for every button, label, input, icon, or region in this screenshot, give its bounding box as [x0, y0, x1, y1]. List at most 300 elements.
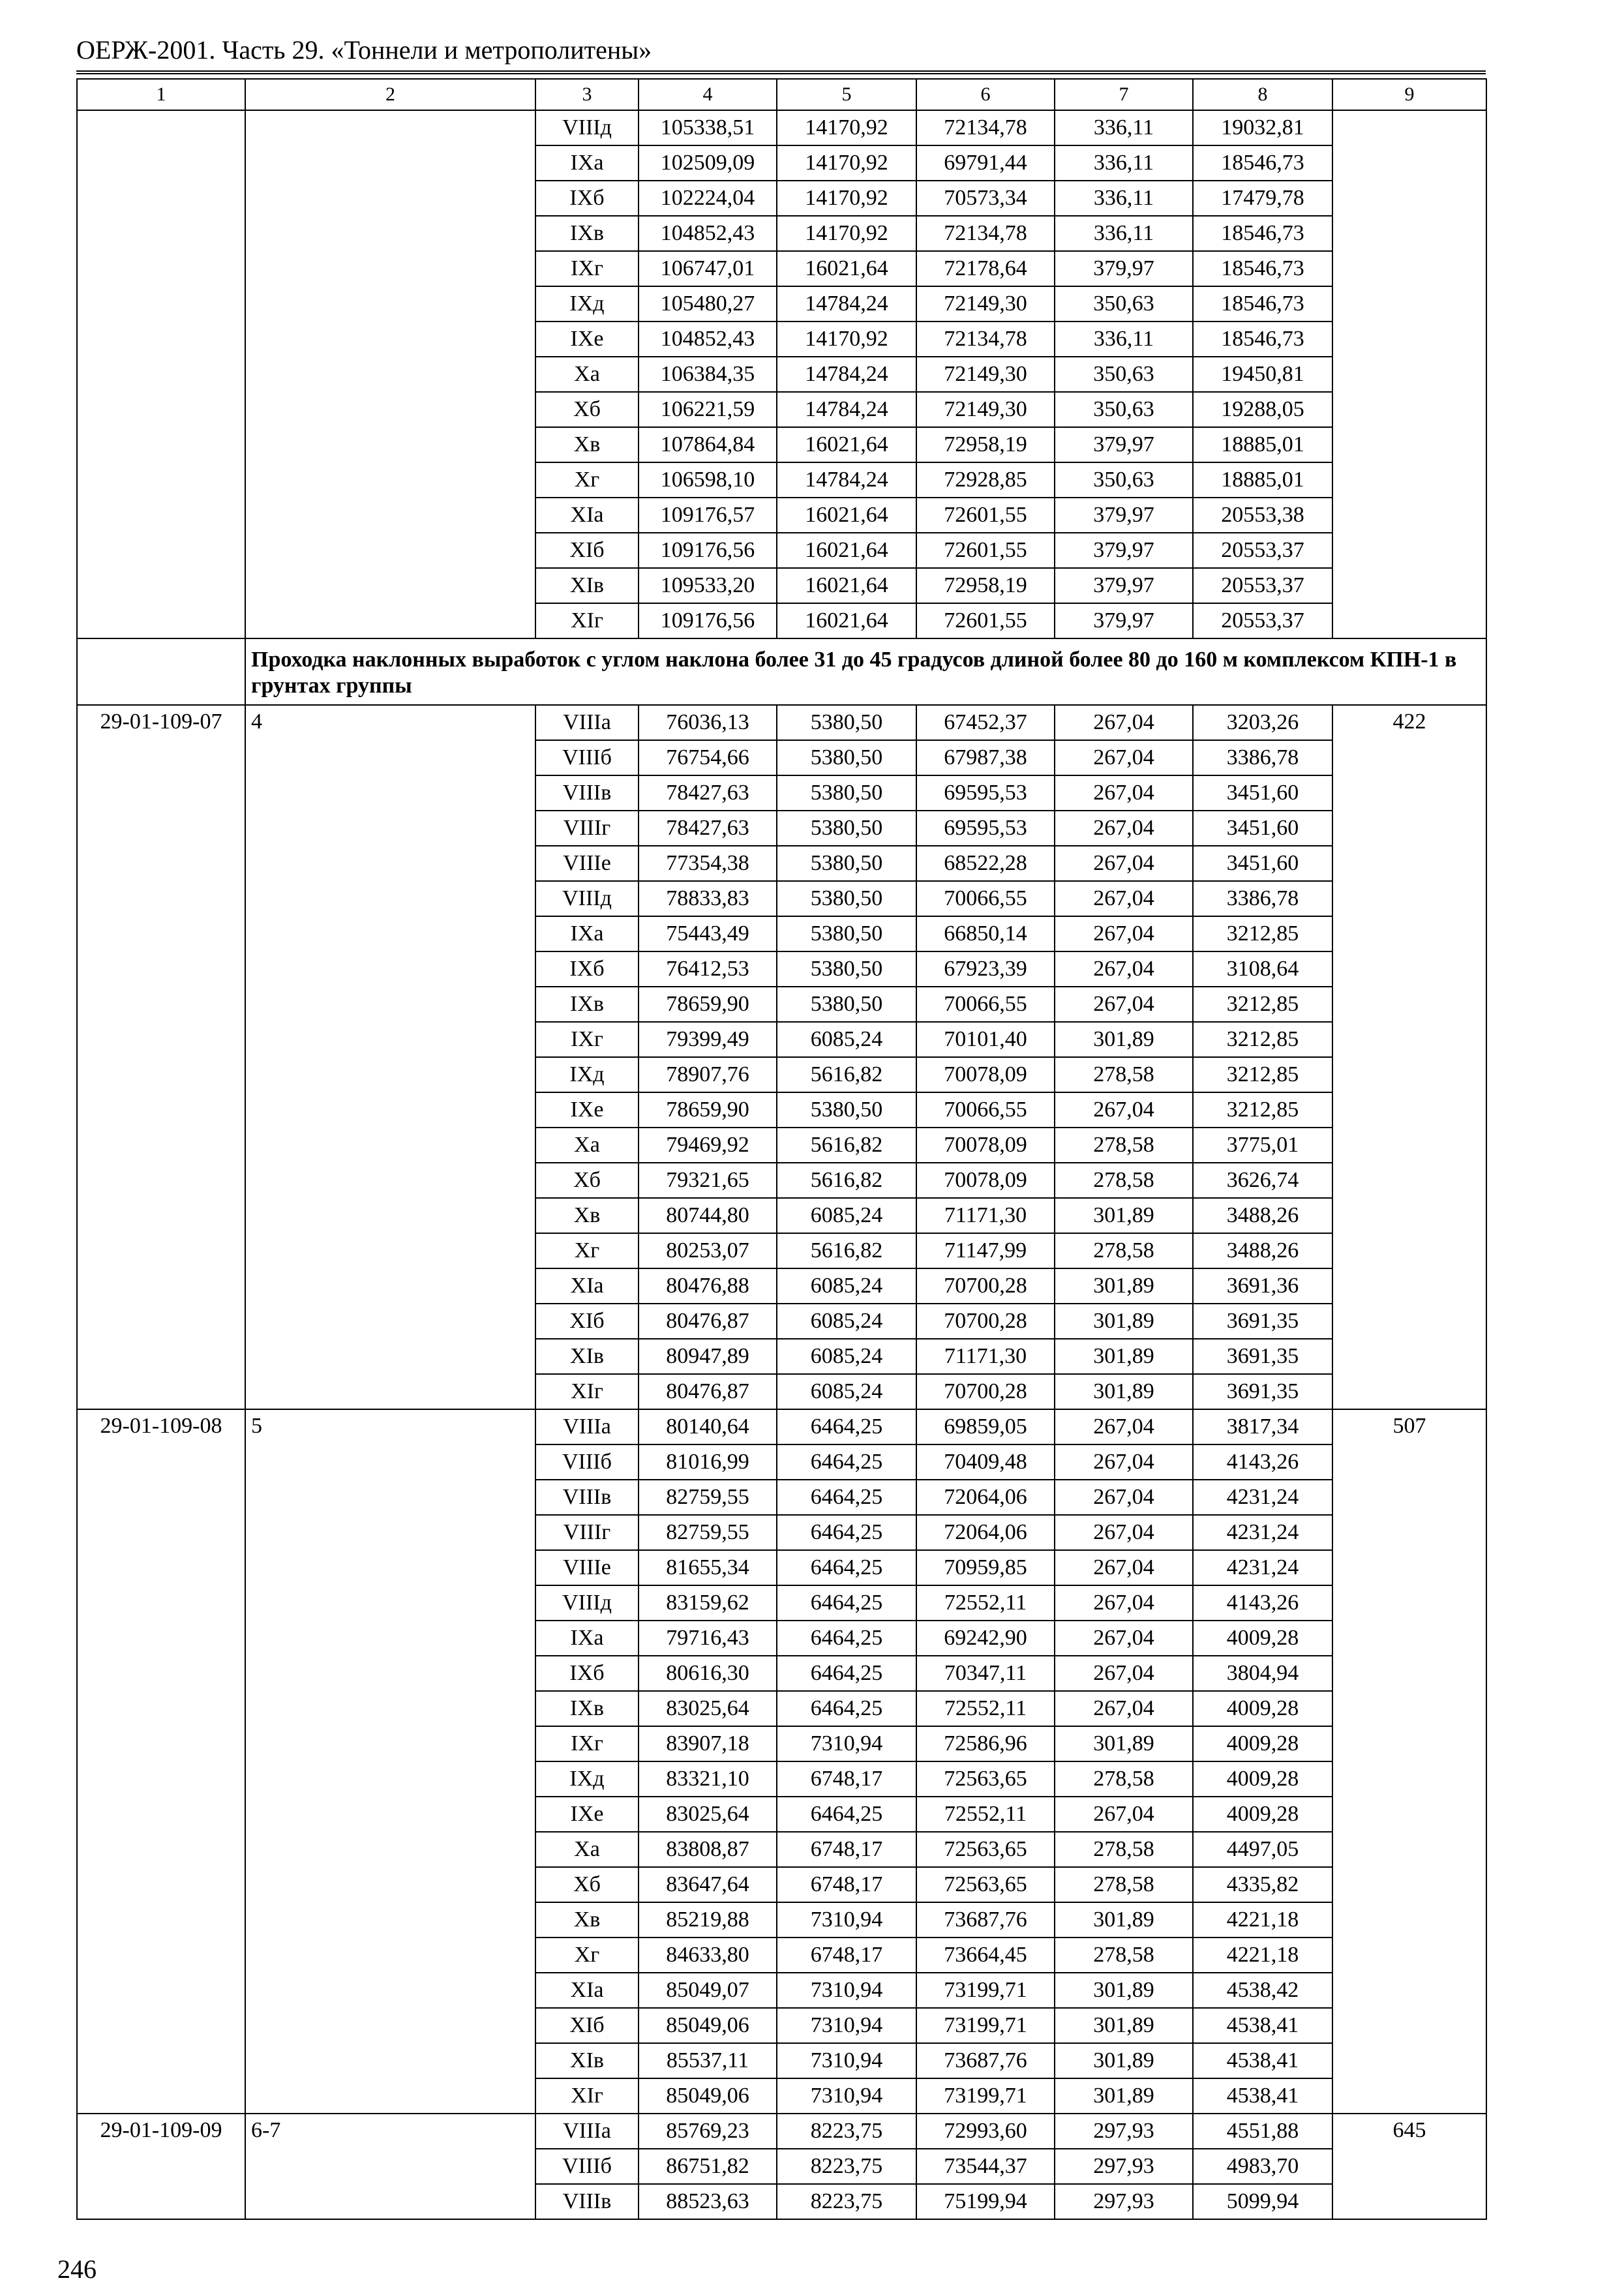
value-cell: 267,04 [1055, 740, 1193, 775]
value-cell: 379,97 [1055, 427, 1193, 462]
value-cell: 267,04 [1055, 775, 1193, 811]
value-cell: 80253,07 [639, 1233, 777, 1268]
value-cell: 5616,82 [777, 1057, 916, 1092]
table-row [77, 705, 1486, 740]
category-cell: XIг [535, 603, 639, 638]
value-cell: 14170,92 [777, 145, 916, 181]
value-cell: 14784,24 [777, 286, 916, 322]
value-cell: 6464,25 [777, 1480, 916, 1515]
value-cell: 5099,94 [1193, 2184, 1332, 2219]
value-cell: 5380,50 [777, 881, 916, 916]
value-cell: 67987,38 [916, 740, 1055, 775]
category-cell: IXе [535, 1797, 639, 1832]
table-row [77, 2114, 1486, 2149]
value-cell: 8223,75 [777, 2114, 916, 2149]
category-cell: IXб [535, 951, 639, 987]
value-cell: 4009,28 [1193, 1621, 1332, 1656]
value-cell: 278,58 [1055, 1832, 1193, 1867]
value-cell: 71171,30 [916, 1198, 1055, 1233]
value-cell: 78907,76 [639, 1057, 777, 1092]
column-header-row [77, 79, 1486, 110]
value-cell: 18546,73 [1193, 322, 1332, 357]
value-cell: 14784,24 [777, 392, 916, 427]
value-cell: 73199,71 [916, 2008, 1055, 2043]
value-cell: 267,04 [1055, 881, 1193, 916]
value-cell: 83025,64 [639, 1797, 777, 1832]
value-cell: 86751,82 [639, 2149, 777, 2184]
value-cell: 6464,25 [777, 1409, 916, 1444]
value-cell: 18885,01 [1193, 427, 1332, 462]
value-cell: 267,04 [1055, 1797, 1193, 1832]
value-cell: 72149,30 [916, 392, 1055, 427]
value-cell: 77354,38 [639, 846, 777, 881]
value-cell: 73664,45 [916, 1937, 1055, 1973]
value-cell: 336,11 [1055, 181, 1193, 216]
value-cell: 20553,37 [1193, 533, 1332, 568]
value-cell: 83025,64 [639, 1691, 777, 1726]
value-cell: 267,04 [1055, 1409, 1193, 1444]
category-cell: VIIIб [535, 1444, 639, 1480]
value-cell: 14170,92 [777, 110, 916, 145]
value-cell: 267,04 [1055, 1585, 1193, 1621]
category-cell: Xб [535, 392, 639, 427]
category-cell: VIIIа [535, 1409, 639, 1444]
value-cell: 301,89 [1055, 1973, 1193, 2008]
value-cell: 83321,10 [639, 1761, 777, 1797]
table-row [77, 110, 1486, 145]
value-cell: 109176,57 [639, 498, 777, 533]
value-cell: 85219,88 [639, 1902, 777, 1937]
value-cell: 73687,76 [916, 1902, 1055, 1937]
category-cell: XIа [535, 1268, 639, 1304]
value-cell: 350,63 [1055, 392, 1193, 427]
value-cell: 3108,64 [1193, 951, 1332, 987]
value-cell: 7310,94 [777, 2078, 916, 2114]
category-cell: Xв [535, 1198, 639, 1233]
value-cell: 4143,26 [1193, 1444, 1332, 1480]
category-cell: Xв [535, 1902, 639, 1937]
value-cell: 278,58 [1055, 1163, 1193, 1198]
value-cell: 297,93 [1055, 2149, 1193, 2184]
value-cell: 82759,55 [639, 1480, 777, 1515]
group-cell: 4 [245, 705, 535, 1409]
value-cell: 104852,43 [639, 322, 777, 357]
value-cell: 301,89 [1055, 1022, 1193, 1057]
value-cell: 78427,63 [639, 811, 777, 846]
value-cell: 301,89 [1055, 1726, 1193, 1761]
value-cell: 85049,06 [639, 2008, 777, 2043]
column-header: 6 [916, 79, 1055, 110]
value-cell: 267,04 [1055, 916, 1193, 951]
value-cell: 72601,55 [916, 603, 1055, 638]
code-cell: 29-01-109-09 [77, 2114, 245, 2219]
value-cell: 70959,85 [916, 1550, 1055, 1585]
value-cell: 4538,41 [1193, 2078, 1332, 2114]
value-cell: 3212,85 [1193, 916, 1332, 951]
value-cell: 4143,26 [1193, 1585, 1332, 1621]
value-cell: 6085,24 [777, 1022, 916, 1057]
group-cell [245, 110, 535, 638]
value-cell: 6748,17 [777, 1832, 916, 1867]
value-cell: 69242,90 [916, 1621, 1055, 1656]
value-cell: 16021,64 [777, 603, 916, 638]
column-header: 9 [1332, 79, 1486, 110]
category-cell: IXа [535, 145, 639, 181]
value-cell: 83647,64 [639, 1867, 777, 1902]
value-cell: 72552,11 [916, 1585, 1055, 1621]
category-cell: VIIIв [535, 2184, 639, 2219]
value-cell: 70700,28 [916, 1268, 1055, 1304]
value-cell: 4231,24 [1193, 1550, 1332, 1585]
value-cell: 16021,64 [777, 251, 916, 286]
value-cell: 68522,28 [916, 846, 1055, 881]
value-cell: 88523,63 [639, 2184, 777, 2219]
value-cell: 336,11 [1055, 145, 1193, 181]
value-cell: 379,97 [1055, 533, 1193, 568]
page-header: ОЕРЖ-2001. Часть 29. «Тоннели и метрополитены» [76, 35, 652, 65]
value-cell: 80140,64 [639, 1409, 777, 1444]
category-cell: Xв [535, 427, 639, 462]
value-cell: 70066,55 [916, 881, 1055, 916]
category-cell: XIб [535, 533, 639, 568]
value-cell: 107864,84 [639, 427, 777, 462]
value-cell: 72149,30 [916, 286, 1055, 322]
category-cell: Xг [535, 462, 639, 498]
value-cell: 72149,30 [916, 357, 1055, 392]
category-cell: VIIIв [535, 1480, 639, 1515]
value-cell: 6464,25 [777, 1515, 916, 1550]
value-cell: 301,89 [1055, 2043, 1193, 2078]
value-cell: 16021,64 [777, 427, 916, 462]
caption-blank-cell [77, 638, 245, 705]
value-cell: 106384,35 [639, 357, 777, 392]
value-cell: 19288,05 [1193, 392, 1332, 427]
value-cell: 80476,88 [639, 1268, 777, 1304]
value-cell: 4009,28 [1193, 1761, 1332, 1797]
value-cell: 16021,64 [777, 533, 916, 568]
value-cell: 70700,28 [916, 1374, 1055, 1409]
value-cell: 3804,94 [1193, 1656, 1332, 1691]
value-cell: 16021,64 [777, 498, 916, 533]
value-cell: 6085,24 [777, 1304, 916, 1339]
value-cell: 73687,76 [916, 2043, 1055, 2078]
value-cell: 18546,73 [1193, 145, 1332, 181]
value-cell: 278,58 [1055, 1867, 1193, 1902]
category-cell: IXв [535, 987, 639, 1022]
value-cell: 102509,09 [639, 145, 777, 181]
value-cell: 79716,43 [639, 1621, 777, 1656]
category-cell: Xа [535, 1128, 639, 1163]
value-cell: 72993,60 [916, 2114, 1055, 2149]
category-cell: XIв [535, 2043, 639, 2078]
value-cell: 69791,44 [916, 145, 1055, 181]
col9-cell: 422 [1332, 705, 1486, 1409]
category-cell: IXг [535, 1726, 639, 1761]
value-cell: 267,04 [1055, 1656, 1193, 1691]
value-cell: 85537,11 [639, 2043, 777, 2078]
value-cell: 5380,50 [777, 811, 916, 846]
value-cell: 7310,94 [777, 2008, 916, 2043]
category-cell: VIIIа [535, 705, 639, 740]
value-cell: 14170,92 [777, 181, 916, 216]
section-caption: Проходка наклонных выработок с углом наклона более 31 до 45 градусов длиной более 80 до 160 м комплексом КПН-1 в грунтах группы [245, 638, 1486, 705]
code-cell [77, 110, 245, 638]
value-cell: 6464,25 [777, 1797, 916, 1832]
value-cell: 75443,49 [639, 916, 777, 951]
value-cell: 6464,25 [777, 1444, 916, 1480]
value-cell: 18885,01 [1193, 462, 1332, 498]
column-header: 5 [777, 79, 916, 110]
column-header: 7 [1055, 79, 1193, 110]
value-cell: 3212,85 [1193, 1057, 1332, 1092]
value-cell: 6085,24 [777, 1268, 916, 1304]
value-cell: 109176,56 [639, 603, 777, 638]
value-cell: 3212,85 [1193, 987, 1332, 1022]
value-cell: 6464,25 [777, 1691, 916, 1726]
value-cell: 104852,43 [639, 216, 777, 251]
value-cell: 6085,24 [777, 1339, 916, 1374]
value-cell: 3203,26 [1193, 705, 1332, 740]
value-cell: 71147,99 [916, 1233, 1055, 1268]
value-cell: 3691,35 [1193, 1374, 1332, 1409]
category-cell: Xг [535, 1937, 639, 1973]
value-cell: 278,58 [1055, 1057, 1193, 1092]
category-cell: VIIIд [535, 110, 639, 145]
value-cell: 80476,87 [639, 1304, 777, 1339]
value-cell: 379,97 [1055, 603, 1193, 638]
value-cell: 267,04 [1055, 846, 1193, 881]
value-cell: 301,89 [1055, 2078, 1193, 2114]
value-cell: 69859,05 [916, 1409, 1055, 1444]
value-cell: 7310,94 [777, 1973, 916, 2008]
value-cell: 379,97 [1055, 568, 1193, 603]
value-cell: 6464,25 [777, 1621, 916, 1656]
value-cell: 5616,82 [777, 1163, 916, 1198]
value-cell: 66850,14 [916, 916, 1055, 951]
value-cell: 14170,92 [777, 322, 916, 357]
value-cell: 17479,78 [1193, 181, 1332, 216]
value-cell: 109533,20 [639, 568, 777, 603]
value-cell: 267,04 [1055, 951, 1193, 987]
value-cell: 5380,50 [777, 1092, 916, 1128]
value-cell: 267,04 [1055, 1550, 1193, 1585]
value-cell: 7310,94 [777, 2043, 916, 2078]
category-cell: XIб [535, 1304, 639, 1339]
value-cell: 78659,90 [639, 1092, 777, 1128]
value-cell: 102224,04 [639, 181, 777, 216]
value-cell: 3488,26 [1193, 1233, 1332, 1268]
value-cell: 5380,50 [777, 846, 916, 881]
value-cell: 80947,89 [639, 1339, 777, 1374]
header-rule [76, 73, 1486, 74]
value-cell: 72064,06 [916, 1515, 1055, 1550]
column-header: 3 [535, 79, 639, 110]
value-cell: 72552,11 [916, 1691, 1055, 1726]
category-cell: IXд [535, 1057, 639, 1092]
value-cell: 70700,28 [916, 1304, 1055, 1339]
category-cell: XIа [535, 498, 639, 533]
value-cell: 70409,48 [916, 1444, 1055, 1480]
column-header: 2 [245, 79, 535, 110]
section-caption-row [77, 638, 1486, 705]
value-cell: 70078,09 [916, 1057, 1055, 1092]
value-cell: 72134,78 [916, 322, 1055, 357]
value-cell: 67923,39 [916, 951, 1055, 987]
value-cell: 301,89 [1055, 1304, 1193, 1339]
column-header: 4 [639, 79, 777, 110]
value-cell: 109176,56 [639, 533, 777, 568]
value-cell: 7310,94 [777, 1726, 916, 1761]
value-cell: 350,63 [1055, 286, 1193, 322]
value-cell: 72064,06 [916, 1480, 1055, 1515]
value-cell: 267,04 [1055, 1092, 1193, 1128]
value-cell: 267,04 [1055, 1691, 1193, 1726]
value-cell: 73199,71 [916, 2078, 1055, 2114]
category-cell: IXе [535, 322, 639, 357]
value-cell: 336,11 [1055, 322, 1193, 357]
category-cell: VIIIг [535, 811, 639, 846]
value-cell: 72928,85 [916, 462, 1055, 498]
value-cell: 20553,37 [1193, 603, 1332, 638]
value-cell: 82759,55 [639, 1515, 777, 1550]
value-cell: 70573,34 [916, 181, 1055, 216]
value-cell: 278,58 [1055, 1128, 1193, 1163]
value-cell: 80476,87 [639, 1374, 777, 1409]
value-cell: 79399,49 [639, 1022, 777, 1057]
col9-cell: 645 [1332, 2114, 1486, 2219]
value-cell: 3817,34 [1193, 1409, 1332, 1444]
value-cell: 69595,53 [916, 775, 1055, 811]
value-cell: 267,04 [1055, 705, 1193, 740]
value-cell: 278,58 [1055, 1761, 1193, 1797]
category-cell: VIIIа [535, 2114, 639, 2149]
value-cell: 350,63 [1055, 357, 1193, 392]
value-cell: 3451,60 [1193, 846, 1332, 881]
value-cell: 79469,92 [639, 1128, 777, 1163]
value-cell: 6748,17 [777, 1761, 916, 1797]
value-cell: 297,93 [1055, 2114, 1193, 2149]
value-cell: 267,04 [1055, 811, 1193, 846]
value-cell: 19032,81 [1193, 110, 1332, 145]
value-cell: 350,63 [1055, 462, 1193, 498]
category-cell: XIа [535, 1973, 639, 2008]
value-cell: 85049,06 [639, 2078, 777, 2114]
value-cell: 3488,26 [1193, 1198, 1332, 1233]
value-cell: 3451,60 [1193, 775, 1332, 811]
value-cell: 72563,65 [916, 1832, 1055, 1867]
category-cell: Xб [535, 1163, 639, 1198]
value-cell: 79321,65 [639, 1163, 777, 1198]
value-cell: 76412,53 [639, 951, 777, 987]
value-cell: 5380,50 [777, 987, 916, 1022]
value-cell: 4551,88 [1193, 2114, 1332, 2149]
value-cell: 85049,07 [639, 1973, 777, 2008]
value-cell: 3212,85 [1193, 1092, 1332, 1128]
value-cell: 78833,83 [639, 881, 777, 916]
category-cell: IXб [535, 181, 639, 216]
category-cell: VIIIд [535, 881, 639, 916]
value-cell: 83808,87 [639, 1832, 777, 1867]
value-cell: 3626,74 [1193, 1163, 1332, 1198]
value-cell: 72958,19 [916, 427, 1055, 462]
value-cell: 4009,28 [1193, 1797, 1332, 1832]
category-cell: IXе [535, 1092, 639, 1128]
value-cell: 106221,59 [639, 392, 777, 427]
value-cell: 14784,24 [777, 357, 916, 392]
value-cell: 72134,78 [916, 110, 1055, 145]
value-cell: 267,04 [1055, 987, 1193, 1022]
group-cell: 6-7 [245, 2114, 535, 2219]
value-cell: 4221,18 [1193, 1937, 1332, 1973]
value-cell: 3691,35 [1193, 1339, 1332, 1374]
value-cell: 301,89 [1055, 1268, 1193, 1304]
value-cell: 70078,09 [916, 1128, 1055, 1163]
value-cell: 70347,11 [916, 1656, 1055, 1691]
value-cell: 14784,24 [777, 462, 916, 498]
col9-cell: 507 [1332, 1409, 1486, 2114]
value-cell: 70066,55 [916, 987, 1055, 1022]
value-cell: 301,89 [1055, 1198, 1193, 1233]
value-cell: 5616,82 [777, 1128, 916, 1163]
value-cell: 72601,55 [916, 498, 1055, 533]
value-cell: 336,11 [1055, 110, 1193, 145]
value-cell: 4335,82 [1193, 1867, 1332, 1902]
value-cell: 18546,73 [1193, 251, 1332, 286]
value-cell: 106747,01 [639, 251, 777, 286]
value-cell: 78427,63 [639, 775, 777, 811]
value-cell: 5380,50 [777, 740, 916, 775]
value-cell: 83907,18 [639, 1726, 777, 1761]
column-header: 8 [1193, 79, 1332, 110]
value-cell: 379,97 [1055, 498, 1193, 533]
value-cell: 4497,05 [1193, 1832, 1332, 1867]
value-cell: 70066,55 [916, 1092, 1055, 1128]
value-cell: 16021,64 [777, 568, 916, 603]
value-cell: 78659,90 [639, 987, 777, 1022]
group-cell: 5 [245, 1409, 535, 2114]
value-cell: 76036,13 [639, 705, 777, 740]
value-cell: 3451,60 [1193, 811, 1332, 846]
category-cell: VIIIб [535, 740, 639, 775]
value-cell: 6085,24 [777, 1198, 916, 1233]
value-cell: 3691,36 [1193, 1268, 1332, 1304]
value-cell: 6464,25 [777, 1550, 916, 1585]
header-rule [76, 70, 1486, 72]
value-cell: 5380,50 [777, 705, 916, 740]
code-cell: 29-01-109-08 [77, 1409, 245, 2114]
value-cell: 4538,42 [1193, 1973, 1332, 2008]
value-cell: 8223,75 [777, 2184, 916, 2219]
value-cell: 67452,37 [916, 705, 1055, 740]
value-cell: 4231,24 [1193, 1480, 1332, 1515]
value-cell: 69595,53 [916, 811, 1055, 846]
category-cell: IXг [535, 1022, 639, 1057]
value-cell: 71171,30 [916, 1339, 1055, 1374]
category-cell: IXа [535, 1621, 639, 1656]
value-cell: 297,93 [1055, 2184, 1193, 2219]
category-cell: XIг [535, 2078, 639, 2114]
category-cell: VIIIб [535, 2149, 639, 2184]
category-cell: VIIIд [535, 1585, 639, 1621]
value-cell: 4231,24 [1193, 1515, 1332, 1550]
value-cell: 85769,23 [639, 2114, 777, 2149]
value-cell: 19450,81 [1193, 357, 1332, 392]
value-cell: 6464,25 [777, 1585, 916, 1621]
value-cell: 267,04 [1055, 1621, 1193, 1656]
category-cell: Xг [535, 1233, 639, 1268]
value-cell: 267,04 [1055, 1480, 1193, 1515]
value-cell: 70101,40 [916, 1022, 1055, 1057]
